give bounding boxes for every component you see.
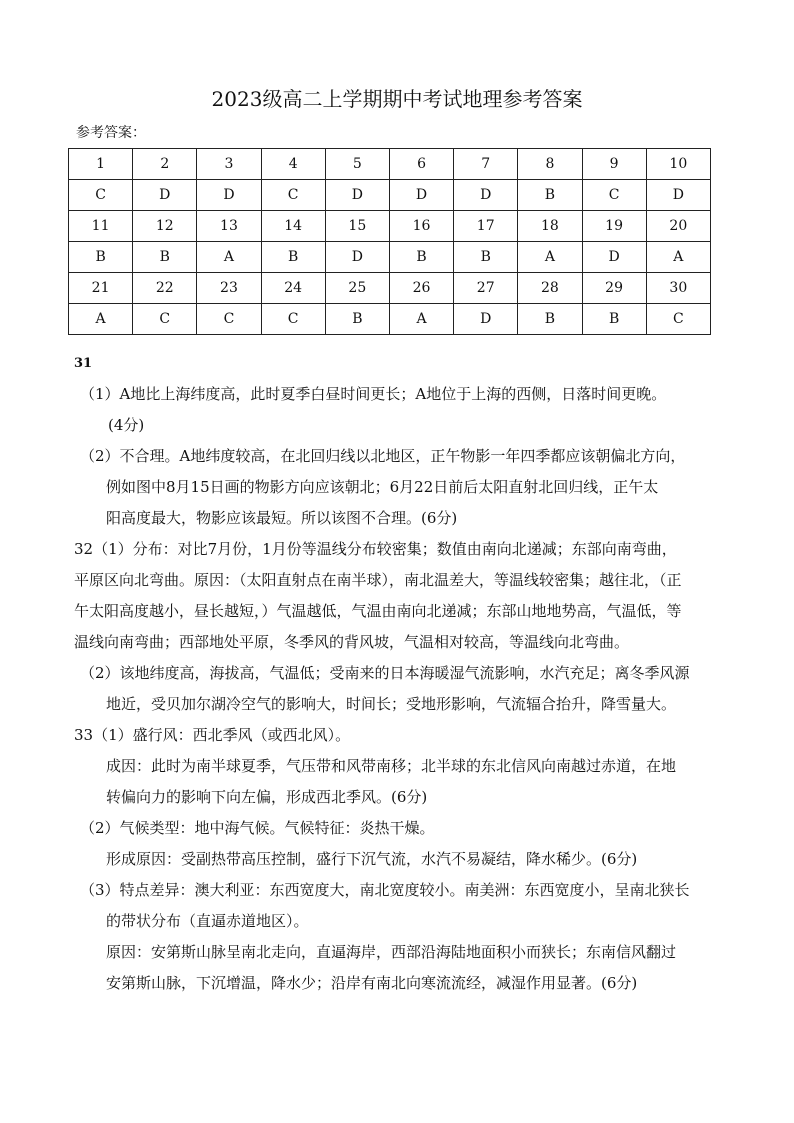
answer-content bbox=[74, 348, 724, 999]
answer-cell: B bbox=[582, 304, 646, 335]
question-number-cell: 29 bbox=[582, 273, 646, 304]
answer-cell: C bbox=[261, 304, 325, 335]
answer-cell: B bbox=[69, 242, 133, 273]
question-number-cell: 8 bbox=[518, 149, 582, 180]
question-number-row bbox=[69, 149, 711, 180]
question-number-cell: 3 bbox=[197, 149, 261, 180]
question-number-cell: 17 bbox=[454, 211, 518, 242]
question-number-row bbox=[69, 211, 711, 242]
answer-cell: C bbox=[646, 304, 710, 335]
question-number-cell: 30 bbox=[646, 273, 710, 304]
q33-part3-line3: 原因：安第斯山脉呈南北走向，直逼海岸，西部沿海陆地面积小而狭长；东南信风翻过 bbox=[106, 943, 677, 961]
question-number-cell: 2 bbox=[133, 149, 197, 180]
q31-part2-line3: 阳高度最大，物影应该最短。所以该图不合理。(6分) bbox=[106, 509, 458, 527]
question-number-row bbox=[69, 273, 711, 304]
question-number-cell: 21 bbox=[69, 273, 133, 304]
answer-row bbox=[69, 242, 711, 273]
answer-cell: A bbox=[389, 304, 453, 335]
question-number-cell: 18 bbox=[518, 211, 582, 242]
q32-part1-line3: 午太阳高度越小，昼长越短，）气温越低，气温由南向北递减；东部山地地势高，气温低，等 bbox=[74, 602, 682, 620]
answer-cell: C bbox=[582, 180, 646, 211]
question-number-cell: 22 bbox=[133, 273, 197, 304]
answer-cell: C bbox=[69, 180, 133, 211]
q31-part2-line1: （2）不合理。A地纬度较高，在北回归线以北地区，正午物影一年四季都应该朝偏北方向， bbox=[80, 447, 686, 465]
question-31-number: 31 bbox=[74, 356, 93, 371]
answer-row bbox=[69, 180, 711, 211]
answer-cell: D bbox=[454, 304, 518, 335]
q33-part2-line2: 形成原因：受副热带高压控制，盛行下沉气流，水汽不易凝结，降水稀少。(6分) bbox=[106, 850, 638, 868]
answer-label: 参考答案： bbox=[76, 125, 146, 141]
question-number-cell: 11 bbox=[69, 211, 133, 242]
q32-part1-line4: 温线向南弯曲；西部地处平原，冬季风的背风坡，气温相对较高，等温线向北弯曲。 bbox=[74, 633, 630, 651]
question-number-cell: 19 bbox=[582, 211, 646, 242]
q31-part2-line2: 例如图中8月15日画的物影方向应该朝北；6月22日前后太阳直射北回归线，正午太 bbox=[106, 478, 659, 496]
question-number-cell: 15 bbox=[325, 211, 389, 242]
answer-cell: A bbox=[646, 242, 710, 273]
answer-cell: D bbox=[582, 242, 646, 273]
question-number-cell: 1 bbox=[69, 149, 133, 180]
question-number-cell: 9 bbox=[582, 149, 646, 180]
question-number-cell: 12 bbox=[133, 211, 197, 242]
question-number-cell: 24 bbox=[261, 273, 325, 304]
q32-part2-line2: 地近，受贝加尔湖冷空气的影响大，时间长；受地形影响，气流辐合抬升，降雪量大。 bbox=[106, 695, 677, 713]
q33-part3-line4: 安第斯山脉，下沉增温，降水少；沿岸有南北向寒流流经，减湿作用显著。(6分) bbox=[106, 974, 638, 992]
answer-cell: B bbox=[518, 304, 582, 335]
question-number-cell: 7 bbox=[454, 149, 518, 180]
answer-cell: B bbox=[389, 242, 453, 273]
answer-cell: B bbox=[133, 242, 197, 273]
q33-part1-line3: 转偏向力的影响下向左偏，形成西北季风。(6分) bbox=[106, 788, 428, 806]
question-number-cell: 20 bbox=[646, 211, 710, 242]
answer-cell: D bbox=[389, 180, 453, 211]
answer-cell: C bbox=[197, 304, 261, 335]
q33-part1-line2: 成因：此时为南半球夏季，气压带和风带南移；北半球的东北信风向南越过赤道，在地 bbox=[106, 757, 677, 775]
q32-part1-line2: 平原区向北弯曲。原因：（太阳直射点在南半球），南北温差大，等温线较密集；越往北，（正 bbox=[74, 571, 682, 589]
q31-part1: （1）A地比上海纬度高，此时夏季白昼时间更长；A地位于上海的西侧，日落时间更晚。 bbox=[80, 385, 667, 403]
answer-cell: C bbox=[133, 304, 197, 335]
q32-part1-line1: 32（1）分布：对比7月份，1月份等温线分布较密集；数值由南向北递减；东部向南弯曲， bbox=[74, 540, 677, 558]
q33-part3-line1: （3）特点差异：澳大利亚：东西宽度大，南北宽度较小。南美洲：东西宽度小，呈南北狭长 bbox=[80, 881, 690, 899]
question-number-cell: 14 bbox=[261, 211, 325, 242]
question-number-cell: 4 bbox=[261, 149, 325, 180]
question-number-cell: 25 bbox=[325, 273, 389, 304]
answer-cell: B bbox=[261, 242, 325, 273]
answer-cell: D bbox=[454, 180, 518, 211]
question-number-cell: 10 bbox=[646, 149, 710, 180]
answer-cell: A bbox=[518, 242, 582, 273]
q31-part1-score: (4分) bbox=[108, 416, 145, 434]
q33-part2-line1: （2）气候类型：地中海气候。气候特征：炎热干燥。 bbox=[80, 819, 435, 837]
answer-cell: D bbox=[133, 180, 197, 211]
answer-cell: D bbox=[197, 180, 261, 211]
question-number-cell: 27 bbox=[454, 273, 518, 304]
answer-cell: B bbox=[518, 180, 582, 211]
question-number-cell: 16 bbox=[389, 211, 453, 242]
answer-cell: A bbox=[197, 242, 261, 273]
page-title: 2023级高二上学期期中考试地理参考答案 bbox=[211, 87, 583, 111]
question-number-cell: 28 bbox=[518, 273, 582, 304]
q32-part2-line1: （2）该地纬度高，海拔高，气温低；受南来的日本海暖湿气流影响，水汽充足；离冬季风源 bbox=[80, 664, 690, 682]
answer-cell: B bbox=[325, 304, 389, 335]
question-number-cell: 5 bbox=[325, 149, 389, 180]
question-number-cell: 6 bbox=[389, 149, 453, 180]
answer-cell: D bbox=[646, 180, 710, 211]
q33-part1-line1: 33（1）盛行风：西北季风（或西北风）。 bbox=[74, 726, 351, 744]
answer-row bbox=[69, 304, 711, 335]
question-number-cell: 13 bbox=[197, 211, 261, 242]
answer-table bbox=[68, 148, 711, 335]
question-number-cell: 23 bbox=[197, 273, 261, 304]
answer-cell: D bbox=[325, 242, 389, 273]
q33-part3-line2: 的带状分布（直逼赤道地区）。 bbox=[106, 912, 309, 930]
answer-cell: B bbox=[454, 242, 518, 273]
question-number-cell: 26 bbox=[389, 273, 453, 304]
answer-cell: D bbox=[325, 180, 389, 211]
answer-cell: C bbox=[261, 180, 325, 211]
answer-cell: A bbox=[69, 304, 133, 335]
